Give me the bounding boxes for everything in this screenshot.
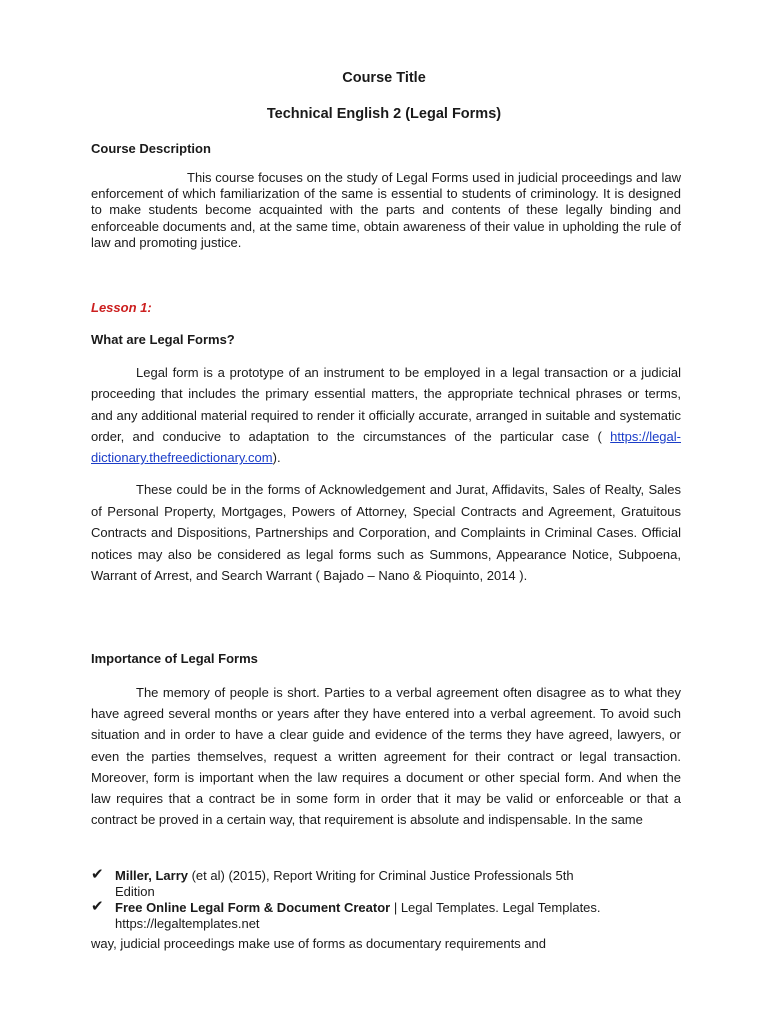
section-heading-importance: Importance of Legal Forms [91,651,258,666]
course-name: Technical English 2 (Legal Forms) [266,106,502,122]
paragraph-importance [91,682,681,830]
checkmark-icon: ✔ [91,898,104,915]
reference-details: (et al) (2015), Report Writing for Criminal Justice Professionals 5th [187,868,574,883]
reference-item [91,868,691,900]
paragraph-forms-list [91,479,681,587]
course-description-heading: Course Description [91,141,211,156]
course-description [91,170,681,251]
reference-sub: https://legaltemplates.net [115,916,260,931]
definition-end: ). [272,450,281,466]
reference-author: Free Online Legal Form & Document Creator [115,900,391,915]
reference-sub: Edition [115,884,155,899]
checkmark-icon: ✔ [91,866,104,883]
course-title-label: Course Title [342,70,426,86]
reference-author: Miller, Larry [115,868,188,883]
forms-list-text: These could be in the forms of Acknowledgement and Jurat, Affidavits, Sales of Realty, Sales of Personal Property, Mortgages, Powers of Attorney, Special Contracts and Agreement, Gratuitous Contracts and Dispositions, Partnerships and Corporation, and Complaints in Criminal Cases. Official notices may also be considered as legal forms such as Summons, Appearance Notice, Subpoena, Warrant of Arrest, and Search Warrant ( Bajado – Nano & Pioquinto, 2014 ). [91,482,681,583]
reference-details: | Legal Templates. Legal Templates. [390,900,601,915]
paragraph-definition [91,362,681,468]
lesson-label: Lesson 1: [91,300,152,315]
importance-text: The memory of people is short. Parties to a verbal agreement often disagree as to what they have agreed several months or years after they have entered into a verbal agreement. To avoid such situation and in order to have a clear guide and evidence of the terms they have agreed, lawyers, or even the parties themselves, request a written agreement for their contract or legal transaction. Moreover, form is important when the law requires a document or other special form. And when the law requires that a contract be in some form in order that it may be valid or enforceable or that a contract be proved in a certain way, that requirement is absolute and indispensable. In the same [91,685,681,828]
definition-text: Legal form is a prototype of an instrument to be employed in a legal transaction or a judicial proceeding that includes the primary essential matters, the appropriate technical phrases or terms, and any additional material required to render it officially accurate, arranged in suitable and systematic order, and conducive to adaptation to the circumstances of the particular case ( [91,365,681,444]
dictionary-link[interactable]: https://legal-dictionary.thefreedictionary.com [91,428,681,466]
continuation-text: way, judicial proceedings make use of forms as documentary requirements and [91,936,546,951]
course-description-text: This course focuses on the study of Legal Forms used in judicial proceedings and law enforcement of which familiarization of the same is essential to students of criminology. It is designed to make students become acquainted with the parts and contents of these legally binding and enforceable documents and, at the same time, obtain awareness of their value in upholding the rule of law and promoting justice. [91,170,681,250]
reference-list [91,868,691,932]
reference-item [91,900,691,932]
section-heading-legal-forms: What are Legal Forms? [91,332,235,347]
